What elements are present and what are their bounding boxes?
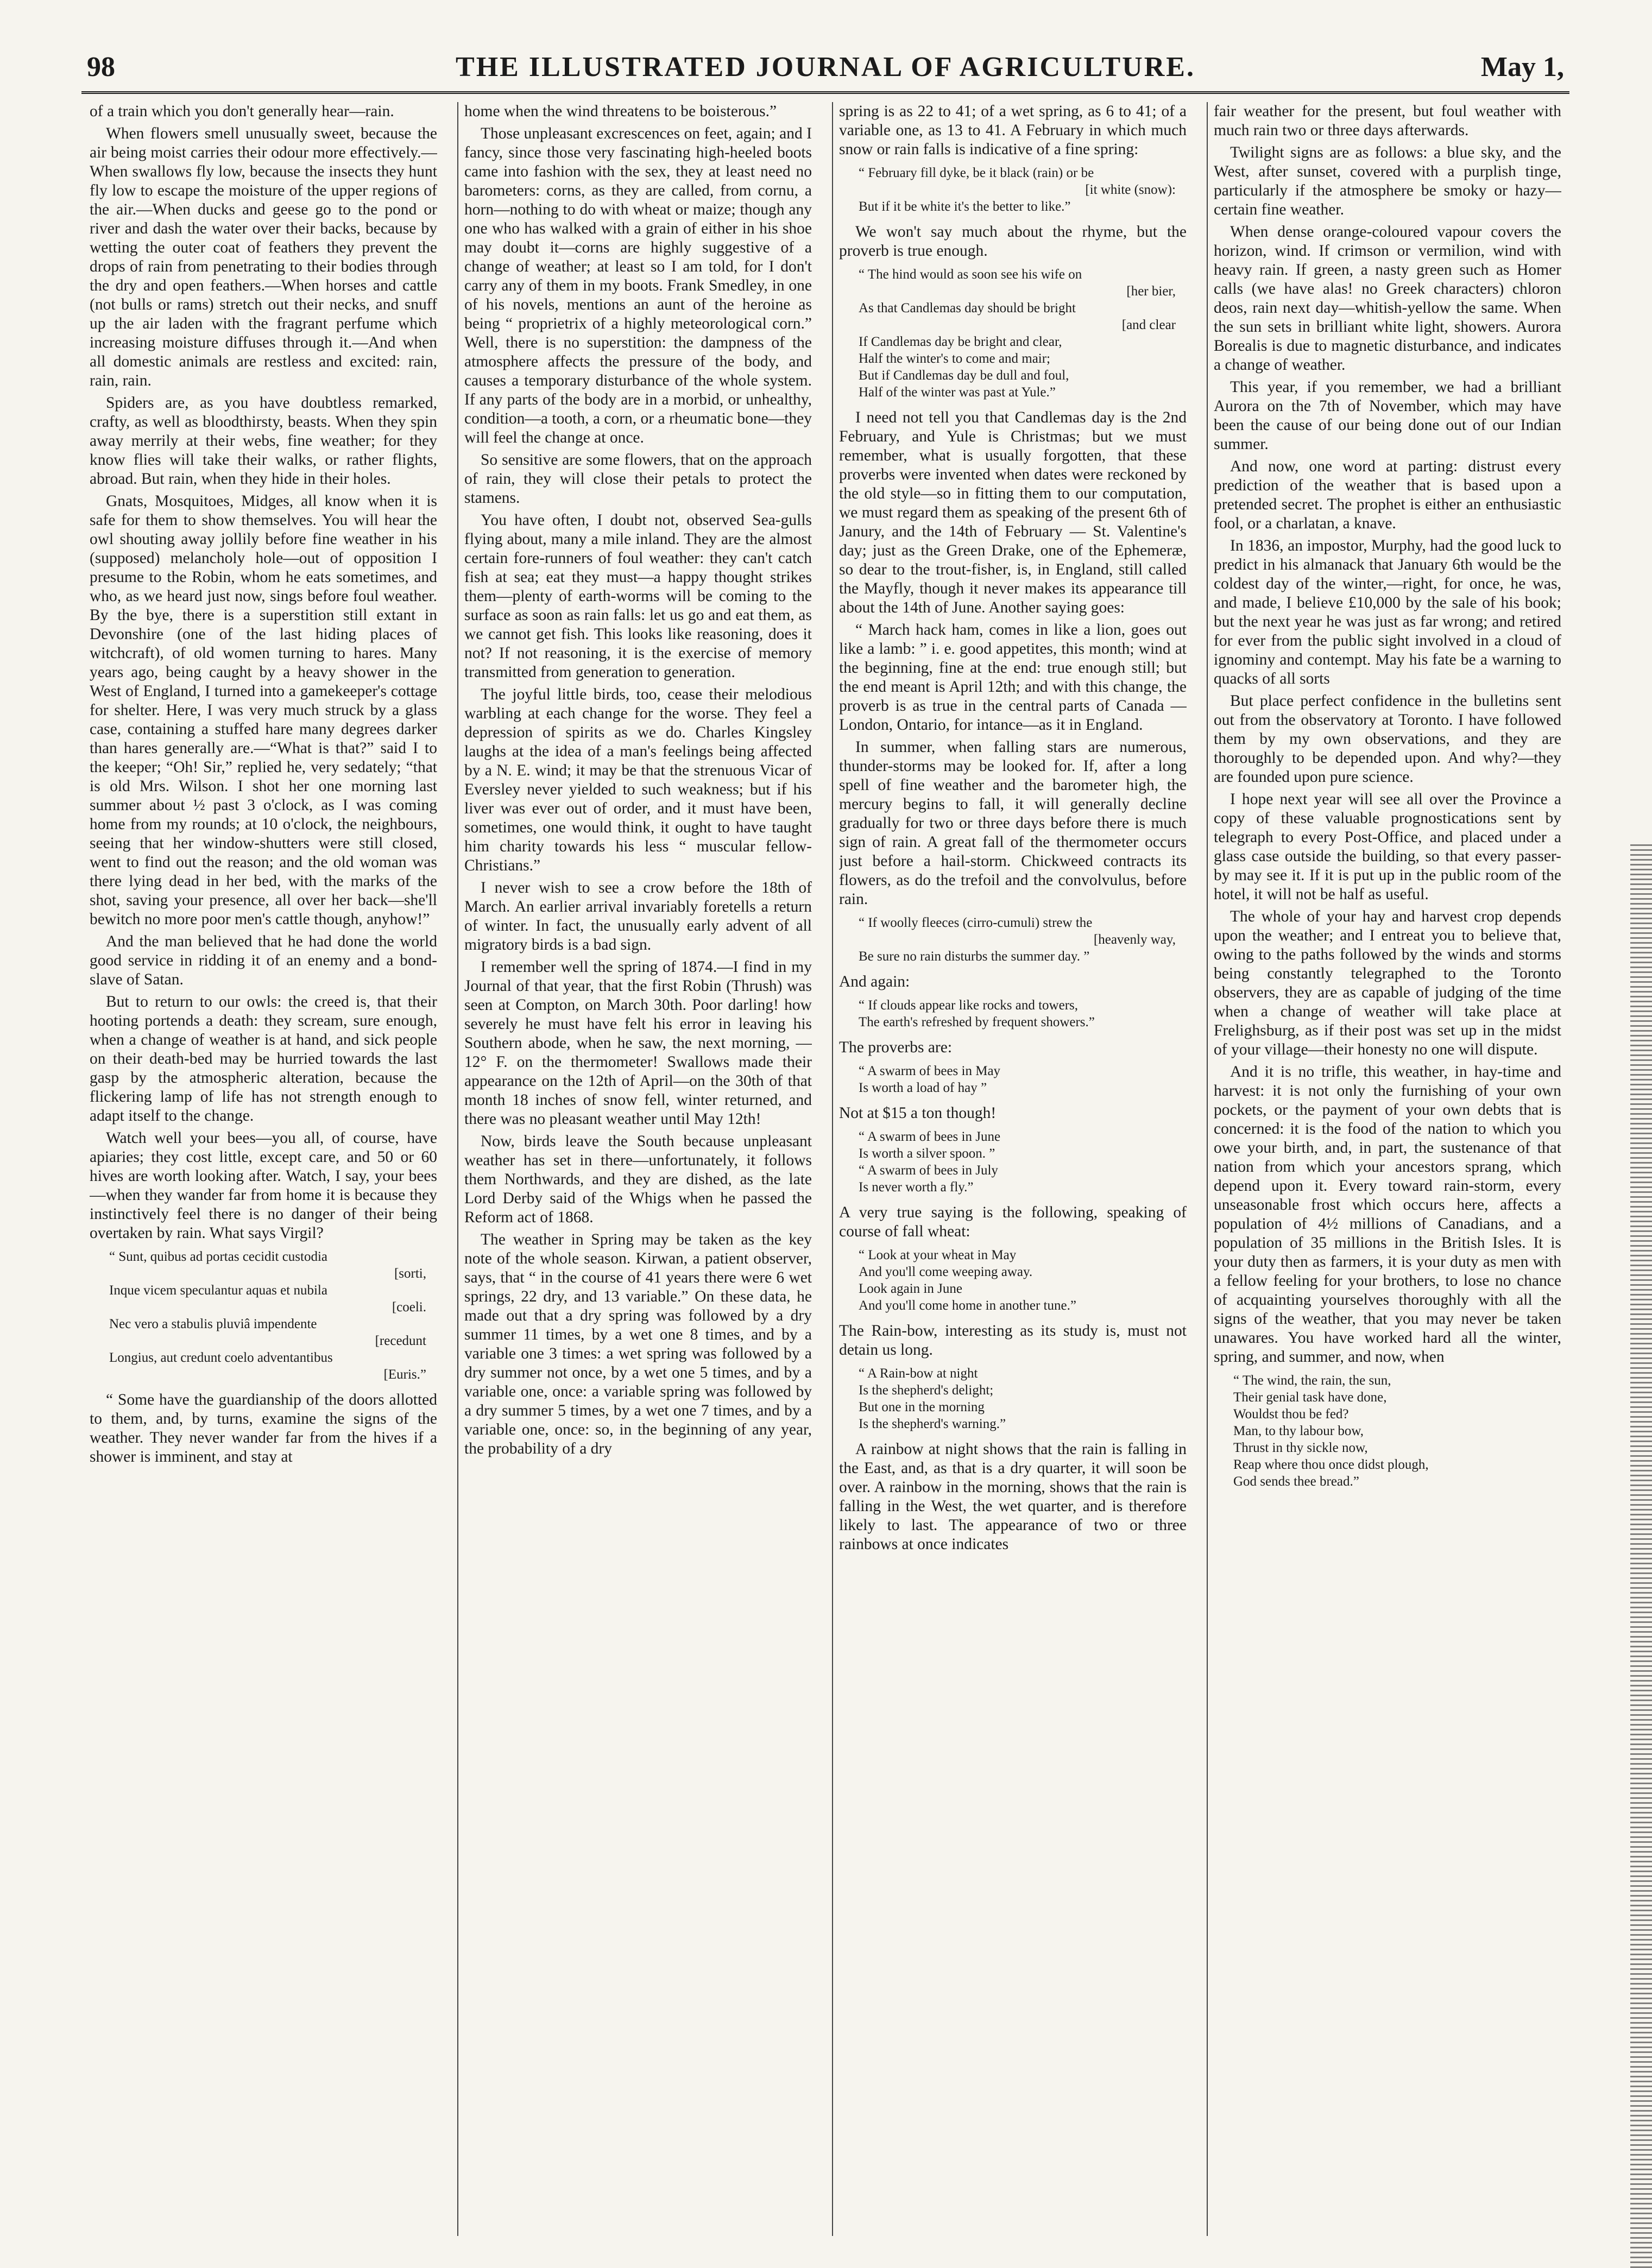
- verse-quotation: [859, 266, 1187, 401]
- verse-line: [heavenly way,: [1093, 932, 1176, 947]
- column-rule: [832, 102, 833, 2236]
- paragraph: When flowers smell unusually sweet, because the air being moist carries their odour more effectively.—When swallows fly low, because the insects they hunt fly low to escape the moisture of the upper regions of the air.—When ducks and geese go to the pond or river and dash the water over their backs, because by wetting the outer coat of feathers they prevent the drops of rain from penetrating to their bodies through the dry and open feathers.—When horses and cattle (not bulls or rams) stretch out their necks, and snuff up the air laden with the fragrant perfume which increasing moisture diffuses through it.—And when all domestic animals are restless and excited: rain, rain, rain.: [90, 125, 437, 389]
- verse-line: “ Sunt, quibus ad portas cecidit custodia: [109, 1249, 328, 1264]
- paragraph: A very true saying is the following, speaking of course of fall wheat:: [839, 1204, 1187, 1240]
- verse-line: Is never worth a fly.”: [859, 1180, 974, 1195]
- paragraph: Not at $15 a ton though!: [839, 1104, 997, 1122]
- paragraph: “ Some have the guardianship of the doors allotted to them, and, by turns, examine the signs of the weather. They never wander far from the hives if a shower is imminent, and stay at: [90, 1391, 437, 1465]
- paragraph: I remember well the spring of 1874.—I find in my Journal of that year, that the first Robin (Thrush) was seen at Compton, on March 30th. Poor darling! how severely he must have felt his error in leaving his Southern abode, when he saw, the next morning, —12° F. on the thermometer! Swallows made their appearance on the 12th of April—on the 30th of that month 18 inches of snow fell, winter returned, and there was no pleasant weather until May 12th!: [464, 958, 812, 1128]
- verse-line: If Candlemas day be bright and clear,: [859, 334, 1062, 349]
- verse-line: Be sure no rain disturbs the summer day. ”: [859, 949, 1090, 964]
- paragraph: Those unpleasant excrescences on feet, again; and I fancy, since those very fascinating high-heeled boots came into fashion with the sex, they at least need no barometers: corns, as they are called, from cornu, a horn—nothing to do with wheat or maize; though any one who has walked with a grain of either in his shoe may doubt it—corns are highly suggestive of a change of weather; at least so I am told, for I don't carry any of them in my boots. Frank Smedley, in one of his novels, mentions an aunt of the heroine as being “ proprietrix of a highly meteorological corn.” Well, there is no superstition: the dampness of the atmosphere affects the pressure of the body, and causes a temporary disturbance of the whole system. If any parts of the body are in a morbid, or unhealthy, condition—a tooth, a corn, or a rheumatic bone—they will feel the change at once.: [464, 125, 812, 446]
- verse-line: “ The hind would as soon see his wife on: [859, 267, 1082, 282]
- verse-line: Is worth a load of hay ”: [859, 1081, 987, 1095]
- journal-title: THE ILLUSTRATED JOURNAL OF AGRICULTURE.: [456, 52, 1195, 83]
- paragraph: And the man believed that he had done the world good service in ridding it of an enemy and a bond-slave of Satan.: [90, 933, 437, 988]
- verse-line: [it white (snow):: [1085, 182, 1176, 197]
- paragraph: But to return to our owls: the creed is, that their hooting portends a death: they scream, sure enough, when a change of weather is at hand, and sick people on their death-bed may be hurried towards the last gasp by the atmospheric alteration, because the flickering lamp of life has not strength enough to adapt itself to the change.: [90, 993, 437, 1124]
- verse-line: [her bier,: [1126, 284, 1176, 299]
- verse-quotation: [859, 914, 1187, 965]
- paragraph: The Rain-bow, interesting as its study is, must not detain us long.: [839, 1322, 1187, 1359]
- verse-quotation: [859, 1365, 1187, 1432]
- paragraph: Now, birds leave the South because unpleasant weather has set in there—unfortunately, it follows them Northwards, and they are dished, as the late Lord Derby said of the Whigs when he passed the Reform act of 1868.: [464, 1133, 812, 1226]
- verse-quotation: [859, 1063, 1187, 1096]
- verse-quotation: [109, 1248, 437, 1383]
- verse-line: And you'll come weeping away.: [859, 1265, 1033, 1279]
- paragraph: fair weather for the present, but foul weather with much rain two or three days afterwards.: [1214, 103, 1561, 139]
- verse-line: [and clear: [1121, 318, 1176, 332]
- verse-line: Is worth a silver spoon. ”: [859, 1146, 995, 1161]
- paragraph: And it is no trifle, this weather, in hay-time and harvest: it is not only the furnishing of your own pockets, or the payment of your own debts that is concerned: it is the food of the nation to which you owe your birth, and, in part, the sustenance of that nation from which your ancestors sprang, which depend upon it. Every toward rain-storm, every unseasonable frost which occurs here, affects a population of 4½ millions of Canadians, and a population of 35 millions in the British Isles. It is your duty then as farmers, it is your duty as men with a fellow feeling for your brothers, to lose no chance of acquainting yourselves thoroughly with all the signs of the weather, that you may never be taken unawares. You have worked hard all the winter, spring, and summer, and now, when: [1214, 1063, 1561, 1366]
- verse-line: Is the shepherd's warning.”: [859, 1417, 1006, 1431]
- verse-line: “ The wind, the rain, the sun,: [1233, 1373, 1391, 1388]
- paragraph: You have often, I doubt not, observed Sea-gulls flying about, many a mile inland. They are the almost certain fore-runners of foul weather: they can't catch fish at sea; eat they must—a happy thought strikes them—plenty of earth-worms will be coming to the surface as soon as rain falls: let us go and eat them, as we cannot get fish. This looks like reasoning, does it not? If not reasoning, it is the exercise of memory transmitted from generation to generation.: [464, 511, 812, 681]
- paragraph: of a train which you don't generally hear—rain.: [90, 103, 394, 120]
- verse-quotation: [859, 997, 1187, 1031]
- paragraph: Twilight signs are as follows: a blue sky, and the West, after sunset, covered with a purplish tinge, particularly if the atmosphere be smoky or hazy—certain fine weather.: [1214, 144, 1561, 218]
- verse-line: As that Candlemas day should be bright: [859, 301, 1076, 315]
- page-header: [81, 48, 1569, 94]
- verse-line: God sends thee bread.”: [1233, 1474, 1359, 1489]
- paragraph: I never wish to see a crow before the 18th of March. An earlier arrival invariably foretells a return of winter. In fact, the unusually early advent of all migratory birds is a bad sign.: [464, 879, 812, 953]
- verse-line: Is the shepherd's delight;: [859, 1383, 994, 1398]
- verse-line: “ February fill dyke, be it black (rain) or be: [859, 166, 1094, 180]
- verse-line: [coeli.: [392, 1300, 426, 1315]
- paragraph: And now, one word at parting: distrust every prediction of the weather that is based upon a pretended secret. The prophet is either an enthusiastic fool, or a charlatan, a knave.: [1214, 458, 1561, 532]
- paragraph: The whole of your hay and harvest crop depends upon the weather; and I entreat you to believe that, owing to the paths followed by the winds and storms being constantly telegraphed to the Toronto observers, they are as capable of judging of the time when a change of weather will take place at Frelighsburg, as if their post was set up in the midst of your village—their honesty no one will dispute.: [1214, 908, 1561, 1058]
- paragraph: home when the wind threatens to be boisterous.”: [464, 103, 777, 120]
- verse-line: “ A Rain-bow at night: [859, 1366, 978, 1381]
- paragraph: The joyful little birds, too, cease their melodious warbling at each change for the worse. They feel a depression of spirits as we do. Charles Kingsley laughs at the idea of a man's feelings being affected by a N. E. wind; it may be that the strenuous Vicar of Eversley never yielded to such weakness; but if his liver was ever out of order, and it must have been, sometimes, one would think, it ought to have taught him charity towards his less “ muscular fellow-Christians.”: [464, 686, 812, 874]
- text-column-1: [90, 102, 437, 2236]
- paragraph: This year, if you remember, we had a brilliant Aurora on the 7th of November, which may have been the cause of our being done out of our Indian summer.: [1214, 378, 1561, 453]
- verse-line: Look again in June: [859, 1281, 962, 1296]
- paragraph: spring is as 22 to 41; of a wet spring, as 6 to 41; of a variable one, as 13 to 41. A February in which much snow or rain falls is indicative of a fine spring:: [839, 103, 1187, 158]
- column-rule: [457, 102, 458, 2236]
- paragraph: But place perfect confidence in the bulletins sent out from the observatory at Toronto. I have followed them by my own observations, and they are thoroughly to be depended upon. And why?—they are founded upon pure science.: [1214, 692, 1561, 786]
- verse-line: “ A swarm of bees in May: [859, 1064, 1001, 1078]
- verse-line: “ A swarm of bees in June: [859, 1129, 1001, 1144]
- text-column-3: [839, 102, 1187, 2236]
- paragraph: And again:: [839, 973, 910, 990]
- paragraph: A rainbow at night shows that the rain is falling in the East, and, as that is a dry quarter, it will soon be over. A rainbow in the morning, shows that the rain is falling in the West, the wet quarter, and is therefore likely to last. The appearance of two or three rainbows at once indicates: [839, 1441, 1187, 1553]
- verse-quotation: [859, 165, 1187, 215]
- paragraph: “ March hack ham, comes in like a lion, goes out like a lamb: ” i. e. good appetites, this month; wind at the beginning, fine at the end: true enough still; but the end meant is April 12th; and with this change, the proverb is as true in the central parts of Canada — London, Ontario, for intance—as it in England.: [839, 621, 1187, 734]
- verse-line: Reap where thou once didst plough,: [1233, 1457, 1429, 1472]
- verse-line: But one in the morning: [859, 1400, 985, 1414]
- verse-line: [recedunt: [375, 1334, 426, 1348]
- verse-line: “ If woolly fleeces (cirro-cumuli) strew the: [859, 915, 1093, 930]
- paragraph: The proverbs are:: [839, 1039, 953, 1056]
- paragraph: Spiders are, as you have doubtless remarked, crafty, as well as bloodthirsty, beasts. When they spin away merrily at their webs, fine weather; for they know flies will take their walks, or rather flights, abroad. But rain, when they hide in their holes.: [90, 394, 437, 488]
- verse-quotation: [1233, 1372, 1561, 1490]
- paragraph: So sensitive are some flowers, that on the approach of rain, they will close their petals to protect the stamens.: [464, 451, 812, 507]
- verse-line: “ Look at your wheat in May: [859, 1248, 1017, 1262]
- paragraph: When dense orange-coloured vapour covers the horizon, wind. If crimson or vermilion, wind with heavy rain. If green, a nasty green such as Homer calls (we have alas! no Greek characters) chloron deos, rain next day—whitish-yellow the same. When the sun sets in brilliant white light, showers. Aurora Borealis is due to magnetic disturbance, and indicates a change of weather.: [1214, 223, 1561, 374]
- verse-line: Half of the winter was past at Yule.”: [859, 385, 1056, 400]
- verse-line: [sorti,: [394, 1266, 426, 1281]
- verse-line: Half the winter's to come and mair;: [859, 351, 1051, 366]
- verse-line: But if it be white it's the better to like.”: [859, 199, 1071, 214]
- verse-line: Nec vero a stabulis pluviâ impendente: [109, 1317, 317, 1331]
- paragraph: Watch well your bees—you all, of course, have apiaries; they cost little, except care, and 50 or 60 hives are worth looking after. Watch, I say, your bees—when they wander far from home it is because they instinctively feel there is no danger of their being overtaken by rain. What says Virgil?: [90, 1129, 437, 1242]
- paragraph: In 1836, an impostor, Murphy, had the good luck to predict in his almanack that January 6th would be the coldest day of the winter,—right, for once, he was, and made, I believe £10,000 by the sale of his book; but the next year he was just as far wrong; and retired for ever from the public sight involved in a cloud of ignominy and contempt. May his fate be a warning to quacks of all sorts: [1214, 537, 1561, 687]
- verse-line: “ A swarm of bees in July: [859, 1163, 998, 1178]
- paragraph: I hope next year will see all over the Province a copy of these valuable prognostications sent by telegraph to every Post-Office, and placed under a glass case outside the building, so that every passer-by may see it. If it is put up in the public room of the hotel, it will not be half as useful.: [1214, 791, 1561, 903]
- paragraph: The weather in Spring may be taken as the key note of the whole season. Kirwan, a patient observer, says, that “ in the course of 41 years there were 6 wet springs, 22 dry, and 13 variable.” On these data, he made out that a dry spring was followed by a dry summer 11 times, by a wet one 8 times, and by a variable one 3 times: a wet spring was followed by a dry summer not once, by a wet one 5 times, and by a variable one, once: a variable spring was followed by a dry summer 5 times, by a wet one 7 times, and by a variable one, once: so, in the beginning of any year, the probability of a dry: [464, 1231, 812, 1457]
- verse-line: Wouldst thou be fed?: [1233, 1407, 1349, 1422]
- verse-line: Thrust in thy sickle now,: [1233, 1441, 1368, 1455]
- text-column-4: [1214, 102, 1561, 2236]
- verse-quotation: [859, 1247, 1187, 1314]
- verse-quotation: [859, 1128, 1187, 1196]
- verse-line: “ If clouds appear like rocks and towers,: [859, 998, 1079, 1013]
- paragraph: I need not tell you that Candlemas day is the 2nd February, and Yule is Christmas; but we must remember, what is usually forgotten, that these proverbs were invented when dates were reckoned by the old style—so in fitting them to our computation, we must regard them as speaking of the present 6th of Janury, and the 14th of February — St. Valentine's day; just as the Green Drake, one of the Ephemeræ, so dear to the trout-fisher, is, in England, still called the Mayfly, though it never makes its appearance till about the 14th of June. Another saying goes:: [839, 409, 1187, 616]
- verse-line: But if Candlemas day be dull and foul,: [859, 368, 1069, 383]
- verse-line: And you'll come home in another tune.”: [859, 1298, 1076, 1313]
- text-column-2: [464, 102, 812, 2236]
- paragraph: We won't say much about the rhyme, but the proverb is true enough.: [839, 223, 1187, 260]
- verse-line: The earth's refreshed by frequent showers.”: [859, 1015, 1095, 1029]
- verse-line: Inque vicem speculantur aquas et nubila: [109, 1283, 327, 1298]
- scan-edge-artifact: [1630, 842, 1652, 2268]
- verse-line: [Euris.”: [383, 1367, 426, 1382]
- verse-line: Man, to thy labour bow,: [1233, 1424, 1364, 1438]
- verse-line: Longius, aut credunt coelo adventantibus: [109, 1350, 333, 1365]
- issue-date: May 1,: [1480, 52, 1564, 83]
- column-rule: [1207, 102, 1208, 2236]
- verse-line: Their genial task have done,: [1233, 1390, 1387, 1405]
- paragraph: In summer, when falling stars are numerous, thunder-storms may be looked for. If, after a long spell of fine weather and the barometer high, the mercury begins to fall, it will generally decline gradually for two or three days before there is much sign of rain. A great fall of the thermometer occurs just before a hail-storm. Chickweed contracts its flowers, as do the trefoil and the convolvulus, before rain.: [839, 738, 1187, 908]
- page-number: 98: [87, 52, 115, 83]
- paragraph: Gnats, Mosquitoes, Midges, all know when it is safe for them to show themselves. You will hear the owl shouting away jollily before fine weather in his (supposed) melancholy hole—out of opposition I presume to the Robin, whom he eats sometimes, and who, as we heard just now, sings before foul weather. By the bye, there is a superstition still extant in Devonshire (one of the last hiding places of witchcraft), of old women turning to hares. Many years ago, being caught by a heavy shower in the West of England, I turned into a gamekeeper's cottage for shelter. Here, I was very much struck by a glass case, containing a stuffed hare many degrees darker than hares generally are.—“What is that?” said I to the keeper; “Oh! Sir,” replied he, very sedately; “that is old Mrs. Wilson. I shot her one morning last summer about ½ past 3 o'clock, as I was coming home from my rounds; at 10 o'clock, the neighbours, seeing that her window-shutters were still closed, went to find out the reason; and the old woman was there lying dead in her bed, with the marks of the shot, saving your presence, all over her back—she'll bewitch no more poor men's cattle though, anyhow!”: [90, 492, 437, 928]
